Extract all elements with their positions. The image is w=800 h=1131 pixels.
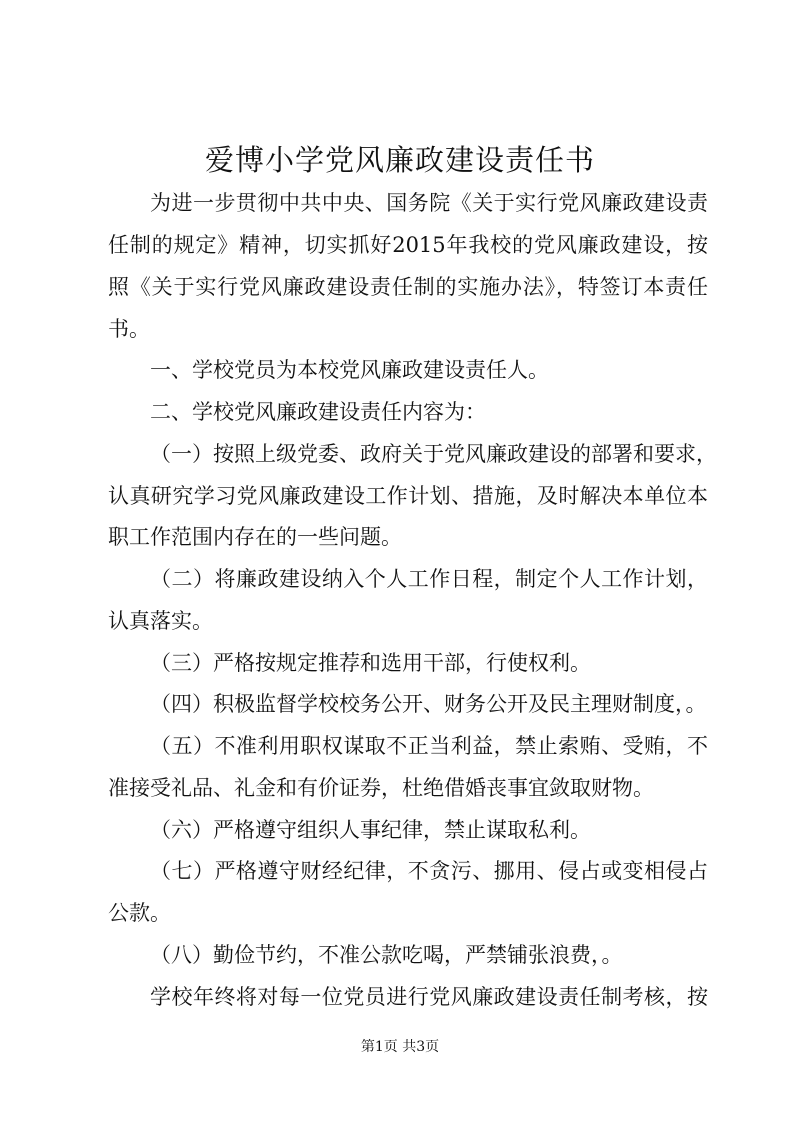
line-13: （四）积极监督学校校务公开、财务公开及民主理财制度，。 — [150, 692, 707, 716]
line-9: 职工作范围内存在的一些问题。 — [108, 525, 402, 549]
line-6: 二、学校党风廉政建设责任内容为： — [150, 400, 486, 424]
line-7: （一）按照上级党委、政府关于党风廉政建设的部署和要求， — [150, 442, 717, 466]
line-19: （八）勤俭节约，不准公款吃喝，严禁铺张浪费，。 — [150, 943, 623, 967]
line-10: （二）将廉政建设纳入个人工作日程，制定个人工作计划， — [150, 567, 708, 591]
line-11: 认真落实。 — [108, 609, 213, 633]
line-12: （三）严格按规定推荐和选用干部，行使权利。 — [150, 651, 591, 675]
document-title: 爱博小学党风廉政建设责任书 — [204, 143, 595, 177]
line-5: 一、学校党员为本校党风廉政建设责任人。 — [150, 358, 549, 382]
line-15: 准接受礼品、礼金和有价证券，杜绝借婚丧事宜敛取财物。 — [108, 776, 654, 800]
line-14: （五）不准利用职权谋取不正当利益，禁止索贿、受贿，不 — [150, 734, 708, 758]
line-20: 学校年终将对每一位党员进行党风廉政建设责任制考核，按 — [150, 985, 708, 1009]
line-17: （七）严格遵守财经纪律，不贪污、挪用、侵占或变相侵占 — [150, 859, 708, 883]
line-4: 书。 — [108, 317, 150, 341]
line-3: 照《关于实行党风廉政建设责任制的实施办法》，特签订本责任 — [108, 275, 708, 299]
page-footer: 第1页 共3页 — [360, 1039, 440, 1055]
line-8: 认真研究学习党风廉政建设工作计划、措施，及时解决本单位本 — [108, 484, 708, 508]
line-1: 为进一步贯彻中共中央、国务院《关于实行党风廉政建设责 — [150, 191, 708, 215]
line-18: 公款。 — [108, 901, 171, 925]
line-16: （六）严格遵守组织人事纪律，禁止谋取私利。 — [150, 818, 591, 842]
line-2: 任制的规定》精神，切实抓好2015年我校的党风廉政建设，按 — [108, 233, 708, 257]
